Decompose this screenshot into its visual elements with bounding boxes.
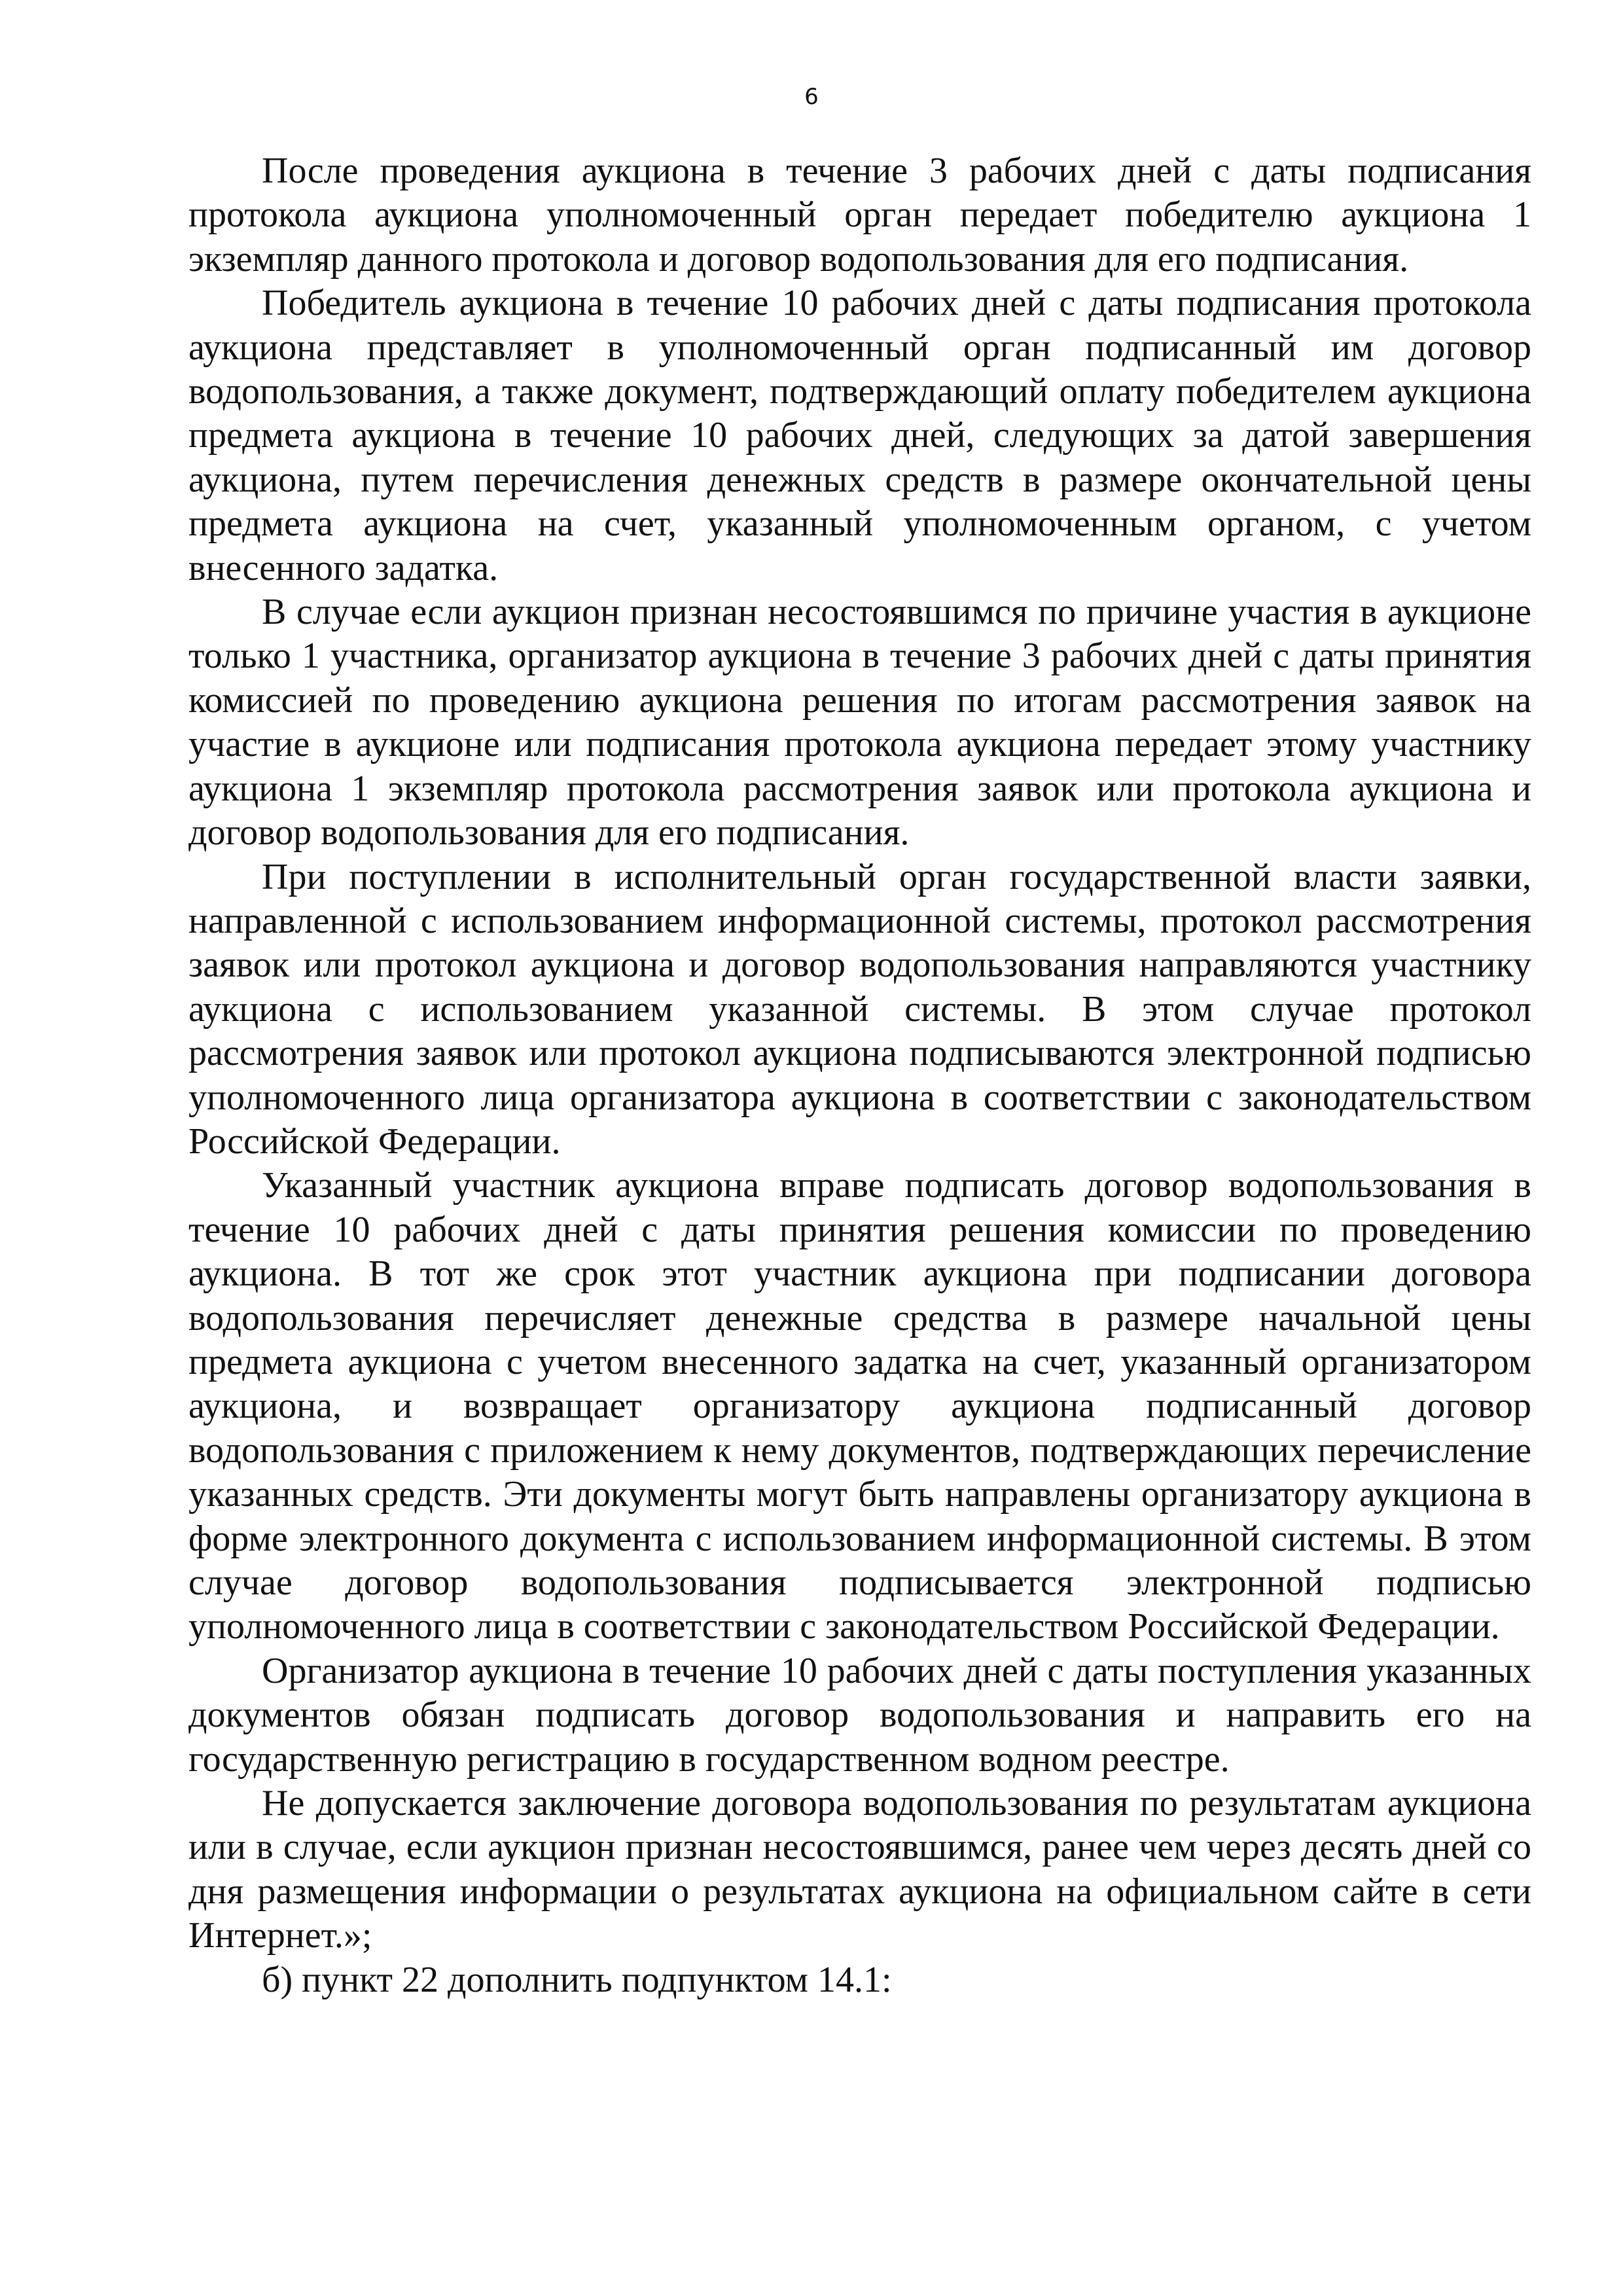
paragraph-organizer-registration: Организатор аукциона в течение 10 рабочих дней с даты поступления указанных документов обязан подписать договор водопользования и направить его на государственную регистрацию в государственном водном реестре. — [188, 1650, 1531, 1780]
page-number: 6 — [804, 84, 819, 110]
document-body — [188, 149, 1531, 2002]
paragraph-information-system: При поступлении в исполнительный орган государственной власти заявки, направленной с использованием информационной системы, протокол рассмотрения заявок или протокол аукциона и договор водопользования направляются участнику аукциона с использованием указанной системы. В этом случае протокол рассмотрения заявок или протокол аукциона подписываются электронной подписью уполномоченного лица организатора аукциона в соответствии с законодательством Российской Федерации. — [188, 856, 1531, 1162]
paragraph-protocol-transfer: После проведения аукциона в течение 3 рабочих дней с даты подписания протокола аукциона уполномоченный орган передает победителю аукциона 1 экземпляр данного протокола и договор водопользования для его подписания. — [188, 151, 1531, 279]
paragraph-single-participant: В случае если аукцион признан несостоявшимся по причине участия в аукционе только 1 участника, организатор аукциона в течение 3 рабочих дней с даты принятия комиссией по проведению аукциона решения по итогам рассмотрения заявок на участие в аукционе или подписания протокола аукциона передает этому участнику аукциона 1 экземпляр протокола рассмотрения заявок или протокола аукциона и договор водопользования для его подписания. — [188, 592, 1531, 853]
paragraph-contract-restriction: Не допускается заключение договора водопользования по результатам аукциона или в случае, если аукцион признан несостоявшимся, ранее чем через десять дней со дня размещения информации о результатах аукциона на официальном сайте в сети Интернет.»; — [188, 1783, 1531, 1956]
paragraph-amendment-item: б) пункт 22 дополнить подпунктом 14.1: — [262, 1959, 892, 2000]
paragraph-participant-signing: Указанный участник аукциона вправе подписать договор водопользования в течение 10 рабочих дней с даты принятия решения комиссии по проведению аукциона. В тот же срок этот участник аукциона при подписании договора водопользования перечисляет денежные средства в размере начальной цены предмета аукциона с учетом внесенного задатка на счет, указанный организатором аукциона, и возвращает организатору аукциона подписанный договор водопользования с приложением к нему документов, подтверждающих перечисление указанных средств. Эти документы могут быть направлены организатору аукциона в форме электронного документа с использованием информационной системы. В этом случае договор водопользования подписывается электронной подписью уполномоченного лица в соответствии с законодательством Российской Федерации. — [188, 1165, 1531, 1647]
paragraph-winner-obligations: Победитель аукциона в течение 10 рабочих дней с даты подписания протокола аукциона представляет в уполномоченный орган подписанный им договор водопользования, а также документ, подтверждающий оплату победителем аукциона предмета аукциона в течение 10 рабочих дней, следующих за датой завершения аукциона, путем перечисления денежных средств в размере окончательной цены предмета аукциона на счет, указанный уполномоченным органом, с учетом внесенного задатка. — [188, 283, 1531, 588]
